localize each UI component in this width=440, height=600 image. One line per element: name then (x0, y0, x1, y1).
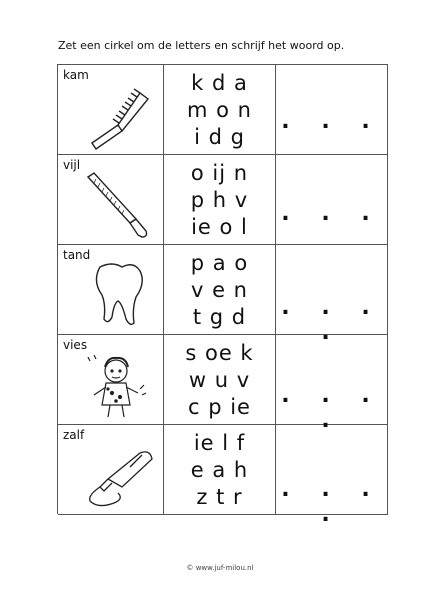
tooth-icon (78, 259, 158, 331)
letters-cell (164, 65, 276, 154)
worksheet-row (58, 65, 388, 155)
letter-line[interactable]: s oe k (185, 340, 254, 365)
answer-cell[interactable] (276, 335, 388, 433)
worksheet-row (58, 155, 388, 245)
answer-dots: . . . (281, 201, 382, 226)
word-cell (58, 65, 164, 154)
letter-line[interactable]: t g d (192, 304, 247, 329)
answer-cell[interactable] (276, 65, 388, 154)
letters-cell (164, 245, 276, 334)
worksheet-table (57, 64, 388, 527)
comb-icon (78, 79, 158, 151)
word-cell (58, 335, 164, 424)
word-cell (58, 155, 164, 244)
letters-cell (164, 425, 276, 514)
letter-line[interactable]: e a h (190, 457, 249, 482)
letter-line[interactable]: m o n (187, 97, 252, 122)
dirty-child-icon (78, 349, 158, 421)
word-label: tand (63, 248, 91, 262)
answer-cell[interactable] (276, 155, 388, 244)
letter-line[interactable]: c p ie (188, 394, 251, 419)
answer-dots: . . . . (281, 295, 382, 345)
answer-dots: . . . . (281, 383, 382, 433)
instruction-text: Zet een cirkel om de letters en schrijf het woord op. (58, 39, 345, 52)
word-cell (58, 425, 164, 514)
footer-copyright: © www.juf-milou.nl (186, 564, 254, 572)
letter-line[interactable]: ie o l (191, 214, 248, 239)
letter-line[interactable]: p a o (190, 250, 249, 275)
word-label: vijl (63, 158, 81, 172)
letters-cell (164, 155, 276, 244)
letter-line[interactable]: w u v (188, 367, 251, 392)
answer-cell[interactable] (276, 425, 388, 527)
letter-line[interactable]: p h v (190, 187, 249, 212)
worksheet-row (58, 335, 388, 433)
letter-line[interactable]: i d g (194, 124, 245, 149)
letter-line[interactable]: k d a (191, 70, 248, 95)
worksheet-row (58, 425, 388, 527)
letters-cell (164, 335, 276, 424)
letter-line[interactable]: v e n (190, 277, 248, 302)
letter-line[interactable]: ie l f (193, 430, 246, 455)
ointment-tube-icon (78, 439, 158, 511)
word-cell (58, 245, 164, 334)
word-label: vies (63, 338, 88, 352)
word-label: zalf (63, 428, 85, 442)
answer-dots: . . . (281, 109, 382, 134)
letter-line[interactable]: z t r (196, 484, 243, 509)
word-label: kam (63, 68, 89, 82)
answer-dots: . . . . (281, 477, 382, 527)
nail-file-icon (78, 169, 158, 241)
answer-cell[interactable] (276, 245, 388, 345)
letter-line[interactable]: o ij n (190, 160, 249, 185)
